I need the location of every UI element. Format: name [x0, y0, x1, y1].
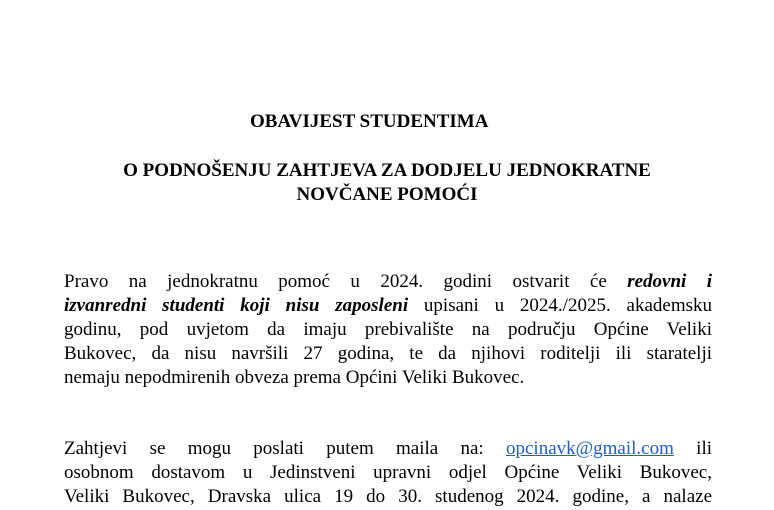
text-run: Zahtjevi se mogu poslati putem maila na: [64, 438, 506, 459]
text-run: Pravo na jednokratnu pomoć u 2024. godini ostvarit će [64, 271, 628, 292]
paragraph-submission [64, 437, 712, 509]
paragraph-line [64, 294, 712, 318]
paragraph-line: osobnom dostavom u Jedinstveni upravni odjel Općine Veliki Bukovec, [64, 462, 712, 483]
paragraph-line: Bukovec, da nisu navršili 27 godina, te da njihovi roditelji ili staratelji [64, 343, 712, 364]
paragraph-line [64, 270, 712, 294]
email-link[interactable]: opcinavk@gmail.com [506, 438, 674, 459]
paragraph-line: nemaju nepodmirenih obveza prema Općini Veliki Bukovec. [64, 367, 525, 388]
emphasis-text: redovni i [627, 271, 712, 292]
subtitle-line-2: NOVČANE POMOĆI [296, 184, 478, 205]
text-run: upisani u 2024./2025. akademsku [408, 295, 712, 316]
text-run: ili [673, 438, 712, 459]
document-title: OBAVIJEST STUDENTIMA [250, 111, 489, 132]
paragraph-eligibility [64, 270, 712, 390]
paragraph-line: Veliki Bukovec, Dravska ulica 19 do 30. studenog 2024. godine, a nalaze [64, 486, 712, 507]
subtitle-line-1: O PODNOŠENJU ZAHTJEVA ZA DODJELU JEDNOKRATNE [123, 160, 651, 181]
paragraph-line [64, 437, 712, 461]
paragraph-line: godinu, pod uvjetom da imaju prebivalište na području Općine Veliki [64, 319, 712, 340]
emphasis-text: izvanredni studenti koji nisu zaposleni [64, 295, 409, 316]
document-subtitle [60, 159, 714, 207]
